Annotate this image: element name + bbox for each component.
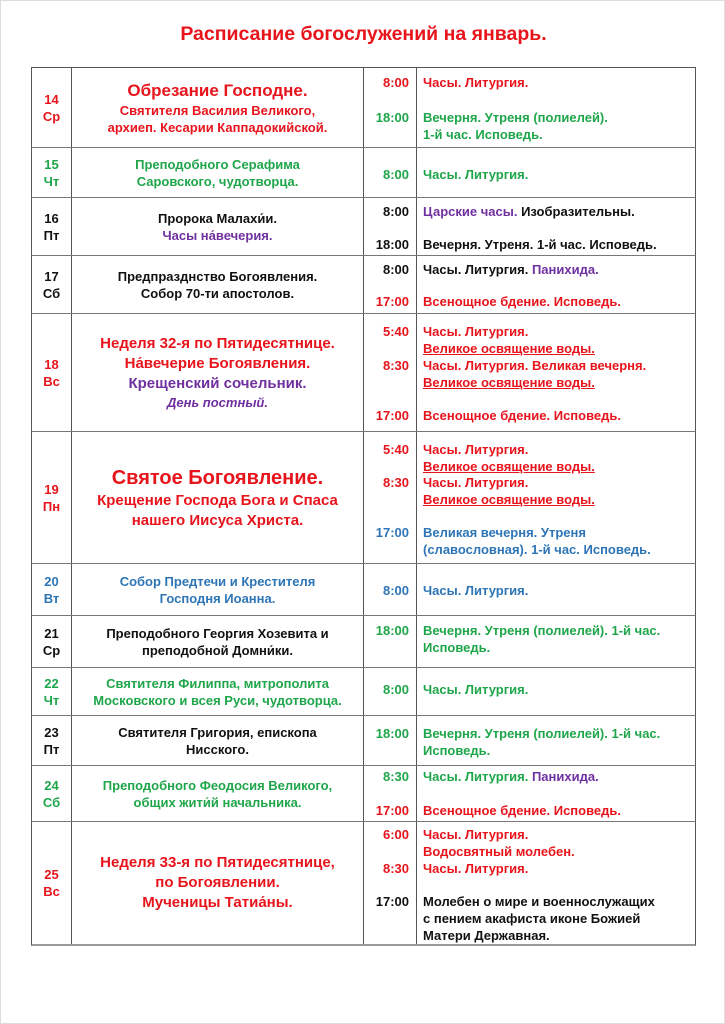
schedule-row xyxy=(31,822,696,946)
service-text: Исповедь. xyxy=(423,640,491,655)
time-cell xyxy=(364,616,417,667)
day-number: 22 xyxy=(44,675,59,691)
feast-cell xyxy=(72,668,364,715)
date-cell xyxy=(32,256,72,313)
service-line xyxy=(423,340,595,357)
service-cell xyxy=(417,68,695,147)
service-time: 8:00 xyxy=(382,75,409,90)
date-cell xyxy=(32,148,72,197)
feast-cell xyxy=(72,616,364,667)
service-time: 8:30 xyxy=(382,358,409,373)
feast-cell xyxy=(72,716,364,765)
service-text: Водосвятный молебен. xyxy=(423,844,575,859)
service-cell xyxy=(417,256,695,313)
service-time: 8:30 xyxy=(382,769,409,784)
feast-line: общих жити́й начальника. xyxy=(133,794,302,810)
service-line xyxy=(423,843,575,860)
weekday: Сб xyxy=(42,794,61,810)
time-cell xyxy=(364,148,417,197)
service-time: 5:40 xyxy=(382,324,409,339)
weekday: Чт xyxy=(43,692,60,708)
weekday: Вс xyxy=(43,884,60,899)
weekday: Пт xyxy=(43,741,60,757)
service-line xyxy=(423,491,595,508)
service-text: Великая вечерня. Утреня xyxy=(423,525,586,540)
feast-cell xyxy=(72,766,364,821)
service-time: 8:00 xyxy=(382,682,409,697)
service-line xyxy=(423,639,490,656)
service-line xyxy=(423,293,621,310)
time-cell xyxy=(364,564,417,615)
feast-line: Святителя Григория, епископа xyxy=(118,724,317,740)
feast-cell xyxy=(72,256,364,313)
weekday: Ср xyxy=(42,642,61,658)
date-cell xyxy=(32,668,72,715)
service-text: Молебен о мире и военнослужащих xyxy=(423,894,655,909)
service-text: Часы. Литургия. xyxy=(423,262,532,277)
service-line xyxy=(423,474,528,491)
time-cell xyxy=(364,716,417,765)
feast-line: Обрезание Господне. xyxy=(127,80,308,100)
service-text: 1-й час. Исповедь. xyxy=(423,127,543,142)
day-number: 18 xyxy=(44,356,59,372)
service-text: Вечерня. Утреня (полиелей). 1-й час. xyxy=(423,726,661,741)
schedule-table xyxy=(31,67,696,946)
schedule-row xyxy=(31,716,696,766)
service-text: с пением акафиста иконе Божией xyxy=(423,911,641,926)
feast-line: преподобной Домни́ки. xyxy=(141,642,294,658)
day-number: 23 xyxy=(44,724,59,740)
service-line xyxy=(423,74,528,91)
service-text: Великое освящение воды. xyxy=(423,341,595,356)
feast-line: Господня Иоанна. xyxy=(159,590,276,606)
service-text: Часы. Литургия. xyxy=(423,442,529,457)
service-text: Часы. Литургия. xyxy=(423,475,529,490)
service-text: Великое освящение воды. xyxy=(423,492,595,507)
service-text: (славословная). 1-й час. Исповедь. xyxy=(423,542,651,557)
service-line xyxy=(423,109,608,126)
service-time: 17:00 xyxy=(375,294,409,309)
schedule-row xyxy=(31,432,696,564)
service-time: 8:00 xyxy=(382,583,409,598)
time-cell xyxy=(364,766,417,821)
feast-line: архиеп. Кесарии Каппадокийской. xyxy=(107,119,328,135)
weekday: Вт xyxy=(43,590,60,606)
feast-line: Предпразднство Богоявления. xyxy=(117,268,318,284)
feast-line: Святителя Василия Великого, xyxy=(119,102,316,118)
date-cell xyxy=(32,68,72,147)
day-number: 24 xyxy=(44,777,59,793)
service-line xyxy=(423,166,528,183)
feast-line: Крещенский сочельник. xyxy=(128,375,307,392)
feast-cell xyxy=(72,564,364,615)
service-cell xyxy=(417,148,695,197)
service-line xyxy=(423,927,550,944)
service-time: 17:00 xyxy=(375,525,409,540)
feast-line: Святое Богоявление. xyxy=(111,466,324,489)
schedule-row xyxy=(31,198,696,256)
day-number: 19 xyxy=(44,481,59,497)
date-cell xyxy=(32,564,72,615)
service-text: Часы. Литургия. xyxy=(423,861,529,876)
service-line xyxy=(423,742,490,759)
feast-line: Пророка Малахи́и. xyxy=(158,210,277,226)
time-cell xyxy=(364,198,417,255)
service-text: Часы. Литургия. xyxy=(423,75,529,90)
feast-cell xyxy=(72,314,364,431)
feast-line: Преподобного Феодосия Великого, xyxy=(102,777,333,793)
service-line xyxy=(423,725,660,742)
service-time: 18:00 xyxy=(375,110,409,125)
schedule-row xyxy=(31,616,696,668)
schedule-row xyxy=(31,256,696,314)
service-time: 17:00 xyxy=(375,894,409,909)
service-text: Часы. Литургия. xyxy=(423,324,529,339)
service-cell xyxy=(417,198,695,255)
feast-line: Преподобного Георгия Хозевита и xyxy=(106,625,329,641)
date-cell xyxy=(32,432,72,563)
time-cell xyxy=(364,668,417,715)
service-line xyxy=(423,126,543,143)
feast-line: Крещение Господа Бога и Спаса xyxy=(97,491,338,509)
date-cell xyxy=(32,716,72,765)
feast-cell xyxy=(72,822,364,944)
service-line xyxy=(423,582,528,599)
date-cell xyxy=(32,616,72,667)
date-cell xyxy=(32,198,72,255)
feast-line: Мученицы Татиа́ны. xyxy=(142,894,293,911)
weekday: Пн xyxy=(42,498,61,514)
service-text: Вечерня. Утреня (полиелей). 1-й час. xyxy=(423,623,661,638)
date-cell xyxy=(32,766,72,821)
service-text: Часы. Литургия. xyxy=(423,769,532,784)
time-cell xyxy=(364,432,417,563)
service-time: 8:30 xyxy=(382,475,409,490)
service-text: Изобразительны. xyxy=(521,204,635,219)
service-text: Часы. Литургия. xyxy=(423,583,529,598)
service-line xyxy=(423,910,640,927)
service-time: 17:00 xyxy=(375,408,409,423)
service-line xyxy=(423,802,621,819)
service-line xyxy=(423,261,599,278)
feast-line: Неделя 33-я по Пятидесятнице, xyxy=(100,854,335,871)
service-line xyxy=(423,357,646,374)
time-cell xyxy=(364,314,417,431)
feast-cell xyxy=(72,148,364,197)
service-text: Панихида. xyxy=(531,769,599,784)
service-line xyxy=(423,203,635,220)
service-line xyxy=(423,622,660,639)
service-text: Вечерня. Утреня (полиелей). xyxy=(423,110,608,125)
service-cell xyxy=(417,822,695,944)
weekday: Ср xyxy=(42,108,61,124)
service-time: 5:40 xyxy=(382,442,409,457)
day-number: 16 xyxy=(44,210,59,226)
schedule-row xyxy=(31,68,696,148)
service-line xyxy=(423,893,655,910)
service-line xyxy=(423,374,595,391)
schedule-row xyxy=(31,148,696,198)
day-number: 25 xyxy=(44,867,59,882)
service-cell xyxy=(417,432,695,563)
feast-line: Собор Предтечи и Крестителя xyxy=(119,573,316,589)
service-text: Часы. Литургия. Великая вечерня. xyxy=(423,358,647,373)
feast-cell xyxy=(72,68,364,147)
service-line xyxy=(423,524,586,541)
service-line xyxy=(423,860,528,877)
feast-cell xyxy=(72,432,364,563)
feast-line: Преподобного Серафима xyxy=(135,156,300,172)
service-time: 18:00 xyxy=(375,237,409,252)
feast-line: День постный. xyxy=(167,395,268,410)
service-text: Часы. Литургия. xyxy=(423,827,529,842)
service-time: 18:00 xyxy=(375,623,409,638)
service-time: 6:00 xyxy=(382,827,409,842)
weekday: Вс xyxy=(43,373,60,389)
service-text: Великое освящение воды. xyxy=(423,375,595,390)
time-cell xyxy=(364,822,417,944)
service-text: Великое освящение воды. xyxy=(423,459,595,474)
service-text: Всенощное бдение. Исповедь. xyxy=(423,294,622,309)
schedule-row xyxy=(31,564,696,616)
service-time: 18:00 xyxy=(375,726,409,741)
service-line xyxy=(423,458,595,475)
service-time: 8:00 xyxy=(382,167,409,182)
service-line xyxy=(423,541,651,558)
day-number: 15 xyxy=(44,156,59,172)
service-cell xyxy=(417,616,695,667)
weekday: Чт xyxy=(43,173,60,189)
service-time: 8:00 xyxy=(382,204,409,219)
service-line xyxy=(423,768,599,785)
service-time: 8:30 xyxy=(382,861,409,876)
feast-line: Московского и всея Руси, чудотворца. xyxy=(93,692,342,708)
service-line xyxy=(423,236,657,253)
service-line xyxy=(423,441,528,458)
service-text: Вечерня. Утреня. 1-й час. Исповедь. xyxy=(423,237,657,252)
feast-line: Неделя 32-я по Пятидесятнице. xyxy=(100,335,335,352)
service-cell xyxy=(417,314,695,431)
service-text: Часы. Литургия. xyxy=(423,167,529,182)
feast-line: нашего Иисуса Христа. xyxy=(131,511,304,529)
schedule-row xyxy=(31,766,696,822)
service-text: Всенощное бдение. Исповедь. xyxy=(423,803,622,818)
day-number: 20 xyxy=(44,573,59,589)
weekday: Сб xyxy=(42,285,61,301)
feast-line: Собор 70-ти апостолов. xyxy=(140,285,295,301)
schedule-row xyxy=(31,668,696,716)
service-line xyxy=(423,323,528,340)
feast-line: по Богоявлении. xyxy=(155,874,280,891)
service-text: Всенощное бдение. Исповедь. xyxy=(423,408,622,423)
service-cell xyxy=(417,716,695,765)
service-text: Часы. Литургия. xyxy=(423,682,529,697)
service-text: Исповедь. xyxy=(423,743,491,758)
feast-line: Нисского. xyxy=(186,741,249,757)
service-line xyxy=(423,681,528,698)
weekday: Пт xyxy=(43,227,60,243)
page-title: Расписание богослужений на январь. xyxy=(180,23,547,45)
day-number: 17 xyxy=(44,268,59,284)
service-text: Панихида. xyxy=(531,262,599,277)
time-cell xyxy=(364,68,417,147)
time-cell xyxy=(364,256,417,313)
feast-cell xyxy=(72,198,364,255)
service-cell xyxy=(417,766,695,821)
feast-line: Саровского, чудотворца. xyxy=(136,173,299,189)
service-text: Царские часы. xyxy=(423,204,522,219)
service-line xyxy=(423,826,528,843)
service-time: 17:00 xyxy=(375,803,409,818)
service-text: Матери Державная. xyxy=(423,928,550,943)
feast-line: На́вечерие Богоявления. xyxy=(124,355,311,372)
service-line xyxy=(423,407,621,424)
service-cell xyxy=(417,668,695,715)
date-cell xyxy=(32,314,72,431)
service-time: 8:00 xyxy=(382,262,409,277)
schedule-row xyxy=(31,314,696,432)
date-cell xyxy=(32,822,72,944)
feast-line: Святителя Филиппа, митрополита xyxy=(106,675,329,691)
feast-line: Часы на́вечерия. xyxy=(162,227,273,243)
day-number: 14 xyxy=(44,91,59,107)
day-number: 21 xyxy=(44,625,59,641)
service-cell xyxy=(417,564,695,615)
